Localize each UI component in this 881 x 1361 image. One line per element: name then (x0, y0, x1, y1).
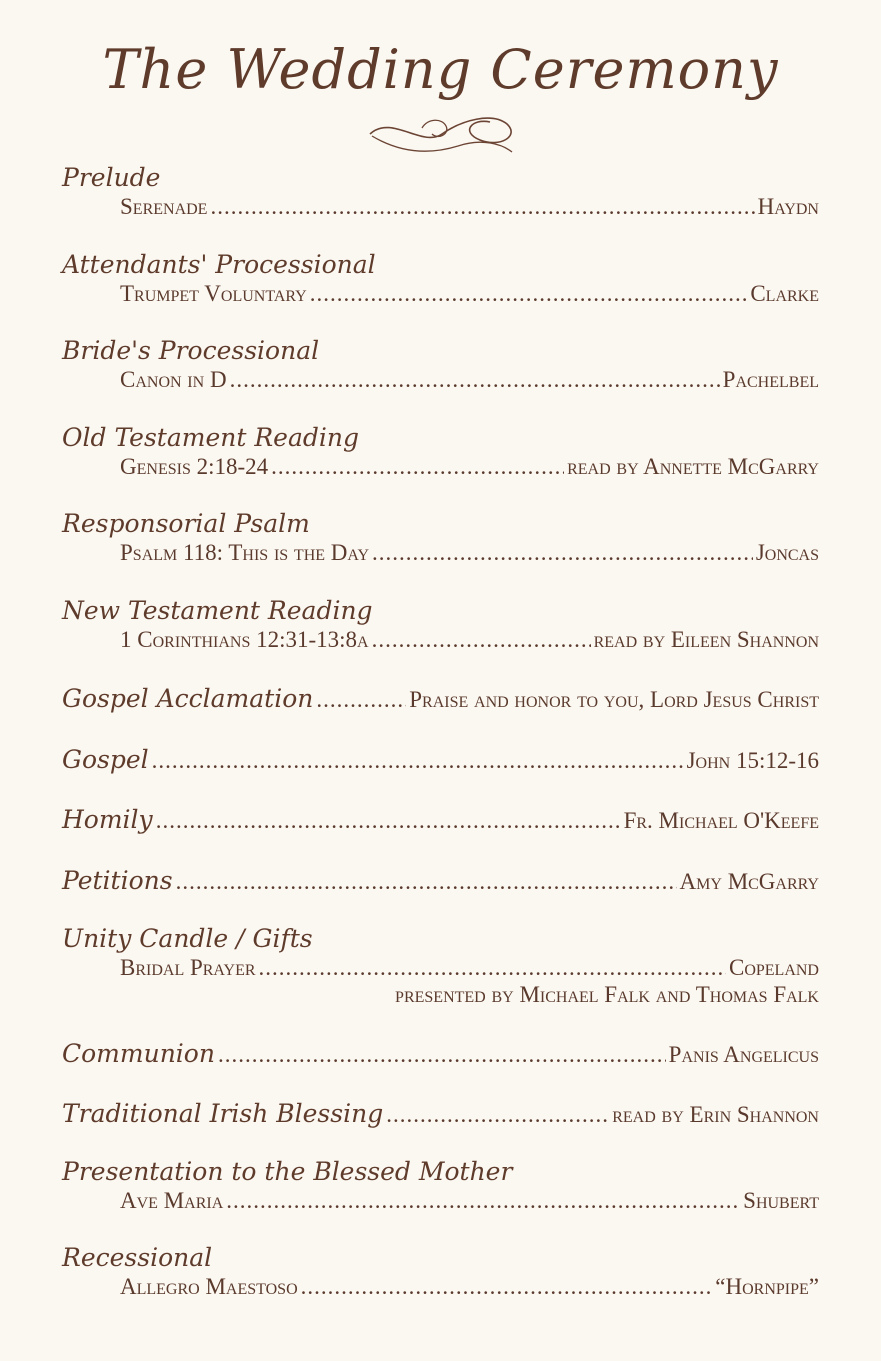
piece-title: Canon in D (120, 367, 227, 392)
dot-leader (259, 954, 726, 982)
program-row (62, 1099, 819, 1129)
performer: read by Erin Shannon (612, 1102, 819, 1127)
section-heading: Presentation to the Blessed Mother (62, 1157, 513, 1186)
program-section-homily (62, 805, 819, 835)
dot-leader (156, 807, 621, 835)
flourish-ornament (362, 108, 522, 160)
program-section-irish-blessing (62, 1099, 819, 1129)
performer: “Hornpipe” (715, 1274, 819, 1299)
piece-title: Serenade (120, 194, 208, 219)
program-section-petitions (62, 866, 819, 896)
program-row (62, 366, 819, 394)
program-section-brides-processional (62, 336, 819, 394)
section-heading: Recessional (62, 1243, 213, 1272)
performer: Joncas (755, 540, 819, 565)
dot-leader (230, 366, 720, 394)
performer: John 15:12-16 (686, 748, 819, 773)
section-heading: Homily (62, 805, 153, 834)
section-heading: Responsorial Psalm (62, 509, 310, 538)
section-heading: Traditional Irish Blessing (62, 1099, 384, 1128)
piece-title: Allegro Maestoso (120, 1274, 298, 1299)
page-title: The Wedding Ceremony (102, 38, 779, 101)
piece-title: Psalm 118: This is the Day (120, 540, 370, 565)
program-row (62, 954, 819, 982)
section-heading: Gospel Acclamation (62, 684, 314, 713)
program-section-responsorial-psalm (62, 509, 819, 567)
program-section-prelude (62, 163, 819, 221)
performer: Amy McGarry (679, 869, 819, 894)
program-section-attendants-processional (62, 250, 819, 308)
dot-leader (152, 747, 684, 775)
program-row (62, 626, 819, 654)
program-section-new-testament-reading (62, 596, 819, 654)
program-row (62, 280, 819, 308)
program-row (62, 866, 819, 896)
program-section-presentation-blessed-mother (62, 1157, 819, 1215)
program-row (62, 684, 819, 714)
section-heading: Unity Candle / Gifts (62, 924, 313, 953)
program-section-gospel (62, 745, 819, 775)
program-row (62, 745, 819, 775)
performer: Panis Angelicus (668, 1042, 819, 1067)
dot-leader (301, 1273, 713, 1301)
dot-leader (310, 280, 748, 308)
program-row (62, 193, 819, 221)
piece-title: Trumpet Voluntary (120, 281, 307, 306)
performer: Fr. Michael O'Keefe (623, 808, 819, 833)
presenters-note: presented by Michael Falk and Thomas Falk (395, 982, 819, 1007)
program-section-recessional (62, 1243, 819, 1301)
section-heading: Prelude (62, 163, 161, 192)
performer: Copeland (728, 955, 819, 980)
piece-title: Genesis 2:18-24 (120, 454, 269, 479)
dot-leader (218, 1041, 666, 1069)
dot-leader (210, 193, 754, 221)
program-section-unity-candle-gifts (62, 924, 819, 1009)
program-row (62, 1039, 819, 1069)
performer: Praise and honor to you, Lord Jesus Christ (409, 687, 819, 712)
program-row (62, 805, 819, 835)
performer: read by Annette McGarry (567, 454, 819, 479)
section-heading: Petitions (62, 866, 173, 895)
section-heading: Gospel (62, 745, 149, 774)
section-heading: Communion (62, 1039, 215, 1068)
section-heading: Old Testament Reading (62, 423, 359, 452)
performer: read by Eileen Shannon (593, 627, 819, 652)
program-row (62, 1187, 819, 1215)
section-heading: New Testament Reading (62, 596, 373, 625)
dot-leader (372, 539, 753, 567)
piece-title: Bridal Prayer (120, 955, 256, 980)
dot-leader (372, 626, 591, 654)
dot-leader (386, 1101, 609, 1129)
program-row (62, 453, 819, 481)
program-section-gospel-acclamation (62, 684, 819, 714)
dot-leader (176, 868, 677, 896)
program-section-old-testament-reading (62, 423, 819, 481)
program-row (62, 539, 819, 567)
program-section-communion (62, 1039, 819, 1069)
program-row (62, 1273, 819, 1301)
dot-leader (316, 686, 406, 714)
section-heading: Bride's Processional (62, 336, 320, 365)
piece-title: 1 Corinthians 12:31-13:8a (120, 627, 369, 652)
performer: Haydn (757, 194, 819, 219)
performer: Shubert (743, 1188, 819, 1213)
section-heading: Attendants' Processional (62, 250, 376, 279)
performer: Pachelbel (722, 367, 819, 392)
dot-leader (226, 1187, 740, 1215)
performer: Clarke (750, 281, 819, 306)
dot-leader (271, 453, 564, 481)
piece-title: Ave Maria (120, 1188, 224, 1213)
